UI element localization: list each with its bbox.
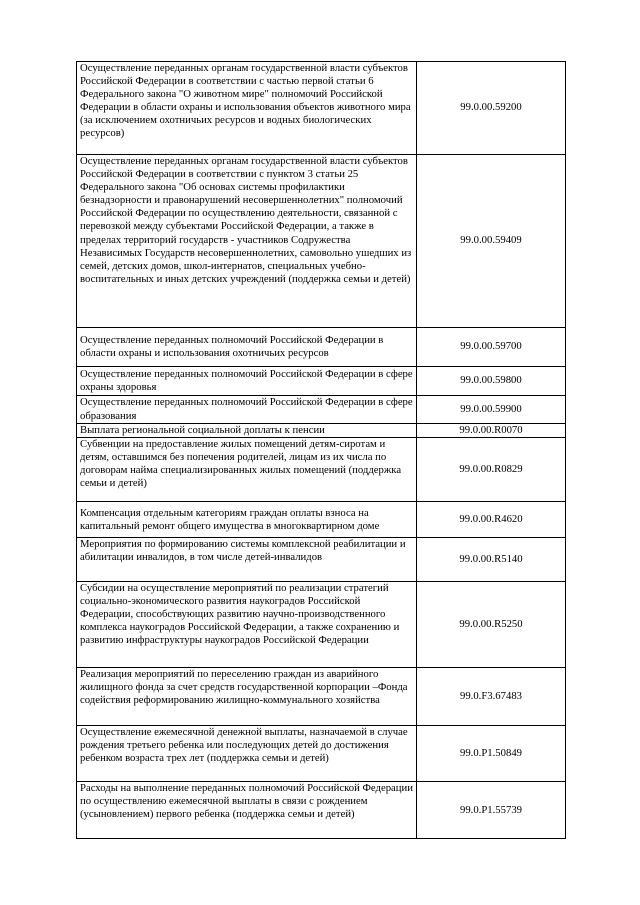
row-name-cell: Осуществление переданных полномочий Российской Федерации в сфере охраны здоровья (77, 367, 417, 396)
row-code-cell: 99.0.P1.50849 (417, 726, 566, 782)
row-name-cell: Компенсация отдельным категориям граждан оплаты взноса на капитальный ремонт общего имущества в многоквартирном доме (77, 502, 417, 538)
row-name-cell: Осуществление переданных органам государственной власти субъектов Российской Федерации в соответствии с пунктом 3 статьи 25 Федерального закона "Об основах системы профилактики безнадзорности и правонарушений несовершеннолетних" полномочий Российской Федерации по осуществлению деятельности, связанной с перевозкой между субъектами Российской Федерации, а также в пределах территорий государств - участников Содружества Независимых Государств несовершеннолетних, самовольно ушедших из семей, детских домов, школ-интернатов, специальных учебно-воспитательных и иных детских учреждений (поддержка семьи и детей) (77, 155, 417, 328)
row-name-cell: Субсидии на осуществление мероприятий по реализации стратегий социально-экономического развития наукоградов Российской Федерации, способствующих развитию научно-производственного комплекса наукоградов Российской Федерации, а также сохранению и развитию инфраструктуры наукоградов Российской Федерации (77, 582, 417, 668)
row-code-cell: 99.0.00.R5140 (417, 538, 566, 582)
budget-classification-table (76, 61, 566, 839)
row-name-cell: Субвенции на предоставление жилых помещений детям-сиротам и детям, оставшимся без попечения родителей, лицам из их числа по договорам найма специализированных жилых помещений (поддержка семьи и детей) (77, 438, 417, 502)
row-name-cell: Осуществление переданных полномочий Российской Федерации в области охраны и использования охотничьих ресурсов (77, 328, 417, 367)
row-code-cell: 99.0.00.R4620 (417, 502, 566, 538)
table-row (77, 367, 566, 396)
table-row (77, 782, 566, 839)
row-code-cell: 99.0.00.59200 (417, 62, 566, 155)
row-code-cell: 99.0.00.R0829 (417, 438, 566, 502)
row-code-cell: 99.0.00.59800 (417, 367, 566, 396)
row-code-cell: 99.0.00.59900 (417, 396, 566, 424)
table-row (77, 538, 566, 582)
table-row (77, 155, 566, 328)
row-name-cell: Осуществление переданных полномочий Российской Федерации в сфере образования (77, 396, 417, 424)
row-code-cell: 99.0.00.R0070 (417, 424, 566, 438)
table-row (77, 328, 566, 367)
row-code-cell: 99.0.00.59700 (417, 328, 566, 367)
table-row (77, 726, 566, 782)
row-code-cell: 99.0.00.59409 (417, 155, 566, 328)
row-name-cell: Осуществление ежемесячной денежной выплаты, назначаемой в случае рождения третьего ребенка или последующих детей до достижения ребенком возраста трех лет (поддержка семьи и детей) (77, 726, 417, 782)
row-code-cell: 99.0.F3.67483 (417, 668, 566, 726)
row-name-cell: Выплата региональной социальной доплаты к пенсии (77, 424, 417, 438)
row-name-cell: Осуществление переданных органам государственной власти субъектов Российской Федерации в соответствии с частью первой статьи 6 Федерального закона "О животном мире" полномочий Российской Федерации в области охраны и использования объектов животного мира (за исключением охотничьих ресурсов и водных биологических ресурсов) (77, 62, 417, 155)
row-code-cell: 99.0.P1.55739 (417, 782, 566, 839)
table-row (77, 62, 566, 155)
row-code-cell: 99.0.00.R5250 (417, 582, 566, 668)
table-row (77, 668, 566, 726)
table-row (77, 582, 566, 668)
row-name-cell: Расходы на выполнение переданных полномочий Российской Федерации по осуществлению ежемесячной выплаты в связи с рождением (усыновлением) первого ребенка (поддержка семьи и детей) (77, 782, 417, 839)
table-row (77, 502, 566, 538)
table-row (77, 438, 566, 502)
table-row (77, 424, 566, 438)
table-row (77, 396, 566, 424)
row-name-cell: Реализация мероприятий по переселению граждан из аварийного жилищного фонда за счет средств государственной корпорации –Фонда содействия реформированию жилищно-коммунального хозяйства (77, 668, 417, 726)
row-name-cell: Мероприятия по формированию системы комплексной реабилитации и абилитации инвалидов, в том числе детей-инвалидов (77, 538, 417, 582)
